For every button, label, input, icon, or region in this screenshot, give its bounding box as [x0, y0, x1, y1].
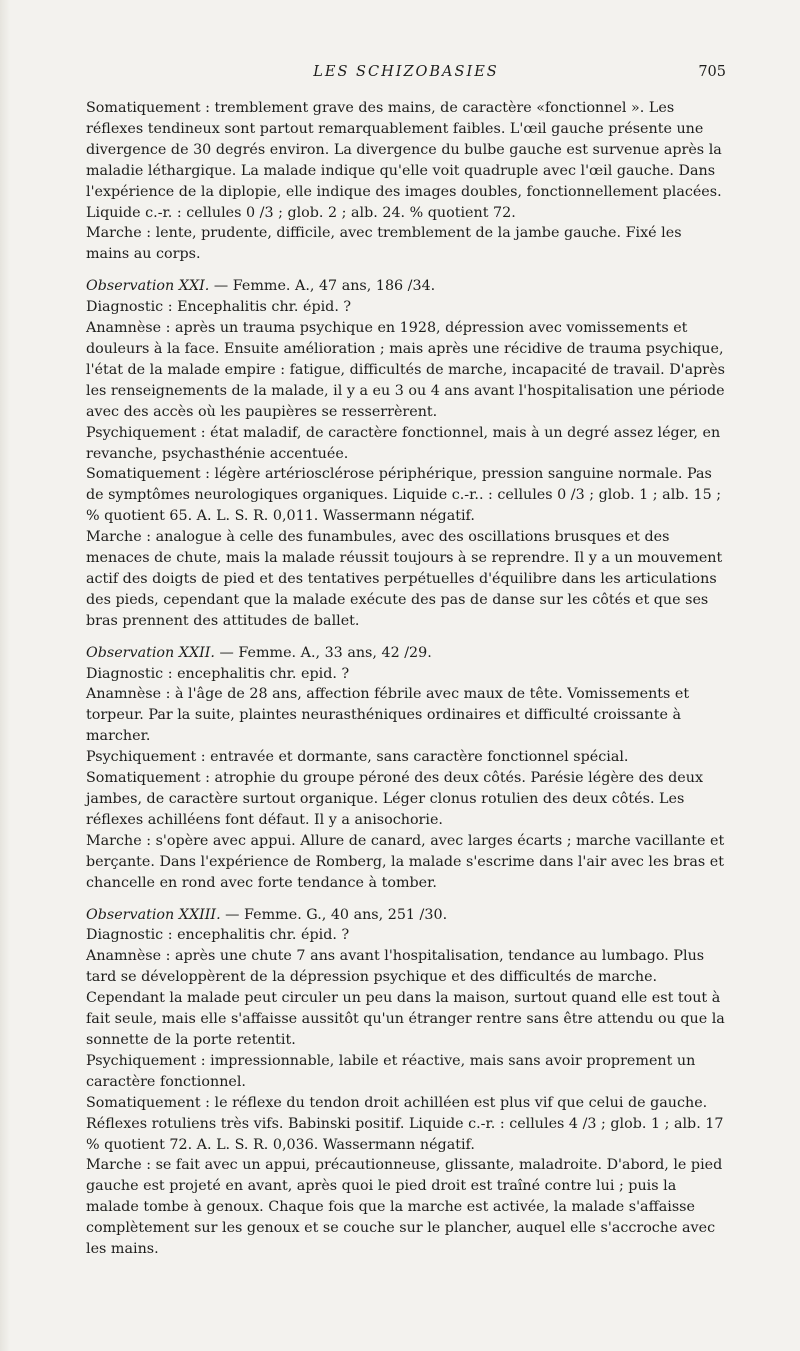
observation-label: Observation XXIII.: [86, 906, 221, 923]
paragraph: Psychiquement : entravée et dormante, sans caractère fonctionnel spécial.: [86, 749, 629, 766]
observation-heading: [86, 905, 728, 926]
paragraph: Psychiquement : état maladif, de caractère fonctionnel, mais à un degré assez léger, en revanche, psychasthénie accentuée.: [86, 424, 721, 462]
observation-details: — Femme. A., 33 ans, 42 /29.: [214, 644, 432, 661]
running-title: LES SCHIZOBASIES: [313, 64, 499, 80]
paragraph: Anamnèse : à l'âge de 28 ans, affection fébrile avec maux de tête. Vomissements et torpeur. Par la suite, plaintes neurasthéniques ordinaires et difficulté croissante à marcher.: [86, 686, 690, 745]
paragraph: Somatiquement : atrophie du groupe péroné des deux côtés. Parésie légère des deux jambes, de caractère surtout organique. Léger clonus rotulien des deux côtés. Les réflexes achilléens font défaut. Il y a anisochorie.: [86, 770, 704, 828]
page-header: [86, 64, 726, 86]
paragraph: Diagnostic : Encephalitis chr. épid. ?: [86, 299, 352, 316]
observation-details: — Femme. A., 47 ans, 186 /34.: [209, 278, 436, 295]
paragraph: Marche : s'opère avec appui. Allure de canard, avec larges écarts ; marche vacillante et berçante. Dans l'expérience de Romberg, la malade s'escrime dans l'air avec les bras et chancelle en rond avec forte tendance à tomber.: [86, 832, 725, 891]
paragraph: Somatiquement : légère artériosclérose périphérique, pression sanguine normale. Pas de symptômes neurologiques organiques. Liquide c.-r.. : cellules 0 /3 ; glob. 1 ; alb. 15 ; % quotient 65. A. L. S. R. 0,011. Wassermann négatif.: [86, 466, 722, 525]
body-text: [86, 98, 728, 1260]
observation-heading: [86, 643, 728, 664]
paragraph: Marche : analogue à celle des funambules, avec des oscillations brusques et des menaces de chute, mais la malade réussit toujours à se reprendre. Il y a un mouvement actif des doigts de pied et des tentatives perpétuelles d'équilibre dans les articulations des pieds, cependant que la malade exécute des pas de danse sur les côtés et que ses bras prennent des attitudes de ballet.: [86, 529, 723, 629]
paragraph: Somatiquement : tremblement grave des mains, de caractère «fonctionnel ». Les réflexes tendineux sont partout remarquablement faibles. L'œil gauche présente une divergence de 30 degrés environ. La divergence du bulbe gauche est survenue après la maladie léthargique. La malade indique qu'elle voit quadruple avec l'œil gauche. Dans l'expérience de la diplopie, elle indique des images doubles, fonctionnellement placées. Liquide c.-r. : cellules 0 /3 ; glob. 2 ; alb. 24. % quotient 72.: [86, 100, 722, 221]
observation-label: Observation XXII.: [86, 644, 215, 661]
observation-label: Observation XXI.: [86, 278, 210, 295]
page-edge-shadow: [0, 0, 10, 1351]
observation-details: — Femme. G., 40 ans, 251 /30.: [220, 906, 448, 923]
paragraph: Diagnostic : encephalitis chr. épid. ?: [86, 927, 350, 944]
paragraph: Somatiquement : le réflexe du tendon droit achilléen est plus vif que celui de gauche. Réflexes rotuliens très vifs. Babinski positif. Liquide c.-r. : cellules 4 /3 ; glob. 1 ; alb. 17 % quotient 72. A. L. S. R. 0,036. Wassermann négatif.: [86, 1094, 724, 1153]
paragraph: Psychiquement : impressionnable, labile et réactive, mais sans avoir proprement un caractère fonctionnel.: [86, 1052, 696, 1090]
paragraph: Anamnèse : après une chute 7 ans avant l'hospitalisation, tendance au lumbago. Plus tard se développèrent de la dépression psychique et des difficultés de marche. Cependant la malade peut circuler un peu dans la maison, surtout quand elle est tout à fait seule, mais elle s'affaisse aussitôt qu'un étranger rentre sans être attendu ou que la sonnette de la porte retentit.: [86, 948, 725, 1048]
paragraph: Marche : lente, prudente, difficile, avec tremblement de la jambe gauche. Fixé les mains au corps.: [86, 225, 682, 263]
observation-heading: [86, 276, 728, 297]
paragraph: Diagnostic : encephalitis chr. epid. ?: [86, 665, 350, 682]
paragraph: Marche : se fait avec un appui, précautionneuse, glissante, maladroite. D'abord, le pied gauche est projeté en avant, après quoi le pied droit est traîné contre lui ; puis la malade tombe à genoux. Chaque fois que la marche est activée, la malade s'affaisse complètement sur les genoux et se couche sur le plancher, auquel elle s'accroche avec les mains.: [86, 1157, 723, 1258]
page-number: 705: [698, 64, 726, 80]
paragraph: Anamnèse : après un trauma psychique en 1928, dépression avec vomissements et douleurs à la face. Ensuite amélioration ; mais après une récidive de trauma psychique, l'état de la malade empire : fatigue, difficultés de marche, incapacité de travail. D'après les renseignements de la malade, il y a eu 3 ou 4 ans avant l'hospitalisation une période avec des accès où les paupières se resserrèrent.: [86, 320, 725, 420]
